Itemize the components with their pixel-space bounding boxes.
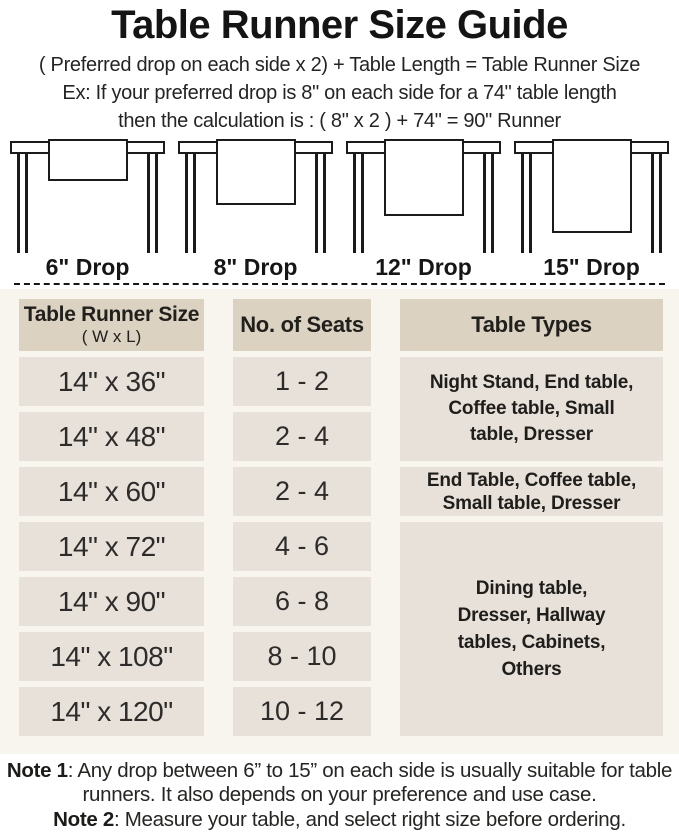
table-leg (315, 154, 318, 253)
runner-overlay (216, 139, 296, 205)
runner-overlay (552, 139, 632, 233)
table-leg (155, 154, 158, 253)
table-types-text: Dining table, Dresser, Hallway tables, Cabinets, Others (457, 578, 606, 680)
size-cell: 14" x 120" (19, 687, 204, 736)
table-leg (193, 154, 196, 253)
size-cell: 14" x 72" (19, 522, 204, 571)
size-guide-table (19, 299, 663, 736)
table-diagram-12-drop (346, 139, 501, 280)
table-leg (147, 154, 150, 253)
table-leg (521, 154, 524, 253)
column-header-runner-size-subtitle: ( W x L) (81, 327, 142, 346)
table-leg (659, 154, 662, 253)
table-diagram-15-drop (514, 139, 669, 280)
seats-cell: 8 - 10 (233, 632, 371, 681)
table-leg (323, 154, 326, 253)
seats-cell: 2 - 4 (233, 412, 371, 461)
table-types-cell (400, 467, 663, 516)
formula-text: ( Preferred drop on each side x 2) + Table Length = Table Runner Size (38, 54, 641, 76)
column-header-seats: No. of Seats (233, 299, 371, 351)
notes-section (0, 754, 679, 832)
column-header-runner-size (19, 299, 204, 351)
note-2 (2, 808, 677, 832)
seats-cell: 10 - 12 (233, 687, 371, 736)
table-leg (17, 154, 20, 253)
note-1-text: : Any drop between 6” to 15” on each side is usually suitable for table runners. It also depends on your preference and use case. (67, 759, 673, 806)
dashed-divider (14, 283, 665, 285)
example-line-1: Ex: If your preferred drop is 8" on each side for a 74" table length (62, 82, 617, 104)
size-cell: 14" x 36" (19, 357, 204, 406)
size-cell: 14" x 48" (19, 412, 204, 461)
table-with-runner-drawing (178, 139, 333, 253)
note-1 (2, 759, 677, 806)
drop-diagram-section (0, 139, 679, 285)
table-leg (361, 154, 364, 253)
table-leg (491, 154, 494, 253)
table-leg (529, 154, 532, 253)
seats-cell: 6 - 8 (233, 577, 371, 626)
table-diagram-8-drop (178, 139, 333, 280)
table-leg (651, 154, 654, 253)
drop-label: 8" Drop (213, 254, 298, 280)
drop-label: 6" Drop (45, 254, 130, 280)
table-leg (25, 154, 28, 253)
header (0, 0, 679, 134)
note-1-label: Note 1 (6, 759, 68, 782)
page-title: Table Runner Size Guide (111, 3, 568, 47)
diagram-row (0, 139, 679, 280)
table-with-runner-drawing (346, 139, 501, 253)
table-with-runner-drawing (514, 139, 669, 253)
note-2-label: Note 2 (53, 808, 114, 831)
table-types-text: End Table, Coffee table, Small table, Dresser (426, 469, 637, 514)
seats-cell: 1 - 2 (233, 357, 371, 406)
table-with-runner-drawing (10, 139, 165, 253)
drop-label: 15" Drop (543, 254, 640, 280)
size-cell: 14" x 108" (19, 632, 204, 681)
table-types-text: Night Stand, End table, Coffee table, Small table, Dresser (429, 372, 634, 445)
size-cell: 14" x 60" (19, 467, 204, 516)
column-header-table-types: Table Types (400, 299, 663, 351)
column-header-runner-size-title: Table Runner Size (23, 303, 200, 326)
size-guide-table-section (0, 289, 679, 754)
table-diagram-6-drop (10, 139, 165, 280)
size-cell: 14" x 90" (19, 577, 204, 626)
table-leg (483, 154, 486, 253)
runner-overlay (48, 139, 128, 181)
seats-cell: 2 - 4 (233, 467, 371, 516)
table-types-cell (400, 357, 663, 461)
drop-label: 12" Drop (375, 254, 472, 280)
table-leg (185, 154, 188, 253)
example-line-2: then the calculation is : ( 8" x 2 ) + 74" = 90" Runner (118, 110, 561, 132)
table-leg (353, 154, 356, 253)
runner-overlay (384, 139, 464, 216)
note-2-text: : Measure your table, and select right size before ordering. (113, 808, 626, 831)
seats-cell: 4 - 6 (233, 522, 371, 571)
table-types-cell (400, 522, 663, 736)
